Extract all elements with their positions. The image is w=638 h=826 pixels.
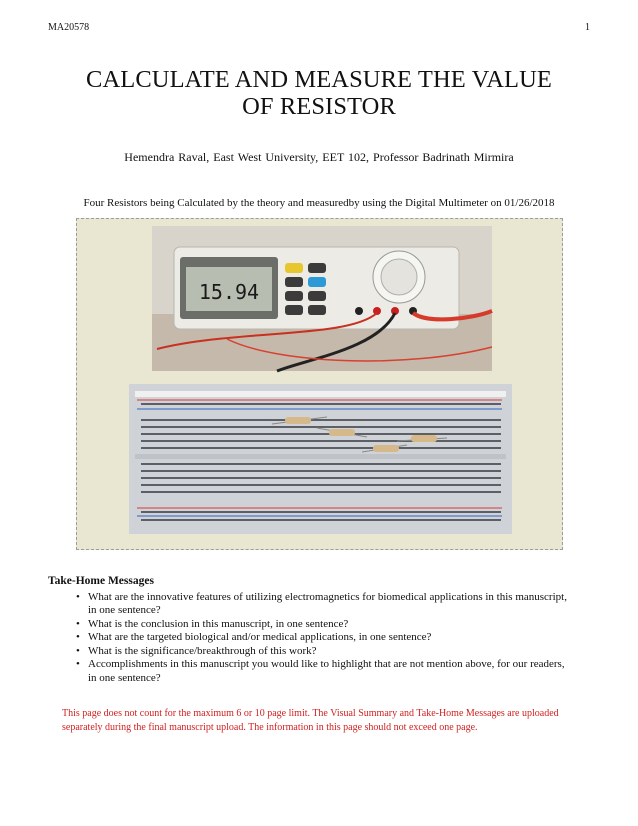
multimeter-display: 15.94 [198, 280, 260, 304]
take-home-list [48, 591, 593, 686]
breadboard-photo [129, 384, 512, 534]
list-item [76, 618, 593, 632]
bullet-dot-icon: • [76, 631, 80, 643]
bullet-dot-icon: • [76, 590, 80, 603]
note-line-1: This page does not count for the maximum 6 or 10 page limit. The Visual Summary and Take-Home Messages are uploaded [62, 708, 559, 719]
title-line-2: OF RESISTOR [242, 93, 396, 120]
page-title [0, 66, 638, 120]
figure-caption: Four Resistors being Calculated by the theory and measuredby using the Digital Multimeter on 01/26/2018 [83, 197, 555, 209]
list-item [76, 645, 593, 659]
list-item [76, 591, 593, 618]
page-number: 1 [585, 22, 590, 33]
bullet-dot-icon: • [76, 644, 80, 657]
title-line-1: CALCULATE AND MEASURE THE VALUE [86, 66, 552, 93]
list-item-text: What are the innovative features of utilizing electromagnetics for biomedical applications in this manuscript, [88, 590, 567, 603]
multimeter-photo [152, 226, 492, 371]
take-home-heading: Take-Home Messages [48, 575, 154, 587]
figure-photo [77, 219, 562, 549]
page-limit-note [62, 707, 592, 735]
bullet-dot-icon: • [76, 658, 80, 670]
take-home-messages [48, 575, 593, 685]
list-item [76, 631, 593, 645]
list-item-text: What is the conclusion in this manuscript, in one sentence? [88, 617, 349, 630]
figure-photo-panel [76, 218, 563, 550]
list-item-text: What are the targeted biological and/or medical applications, in one sentence? [88, 631, 432, 643]
bullet-dot-icon: • [76, 617, 80, 630]
author-line: Hemendra Raval, East West University, EET 102, Professor Badrinath Mirmira [124, 150, 514, 164]
list-item-text: in one sentence? [88, 671, 161, 684]
list-item [76, 658, 593, 685]
running-header-id: MA20578 [48, 22, 90, 33]
list-item-text: What is the significance/breakthrough of this work? [88, 644, 317, 657]
list-item-text: in one sentence? [88, 604, 161, 616]
note-line-2: separately during the final manuscript upload. The information in this page should not exceed one page. [62, 722, 478, 733]
list-item-text: Accomplishments in this manuscript you would like to highlight that are not mention above, for our readers, [88, 658, 565, 670]
